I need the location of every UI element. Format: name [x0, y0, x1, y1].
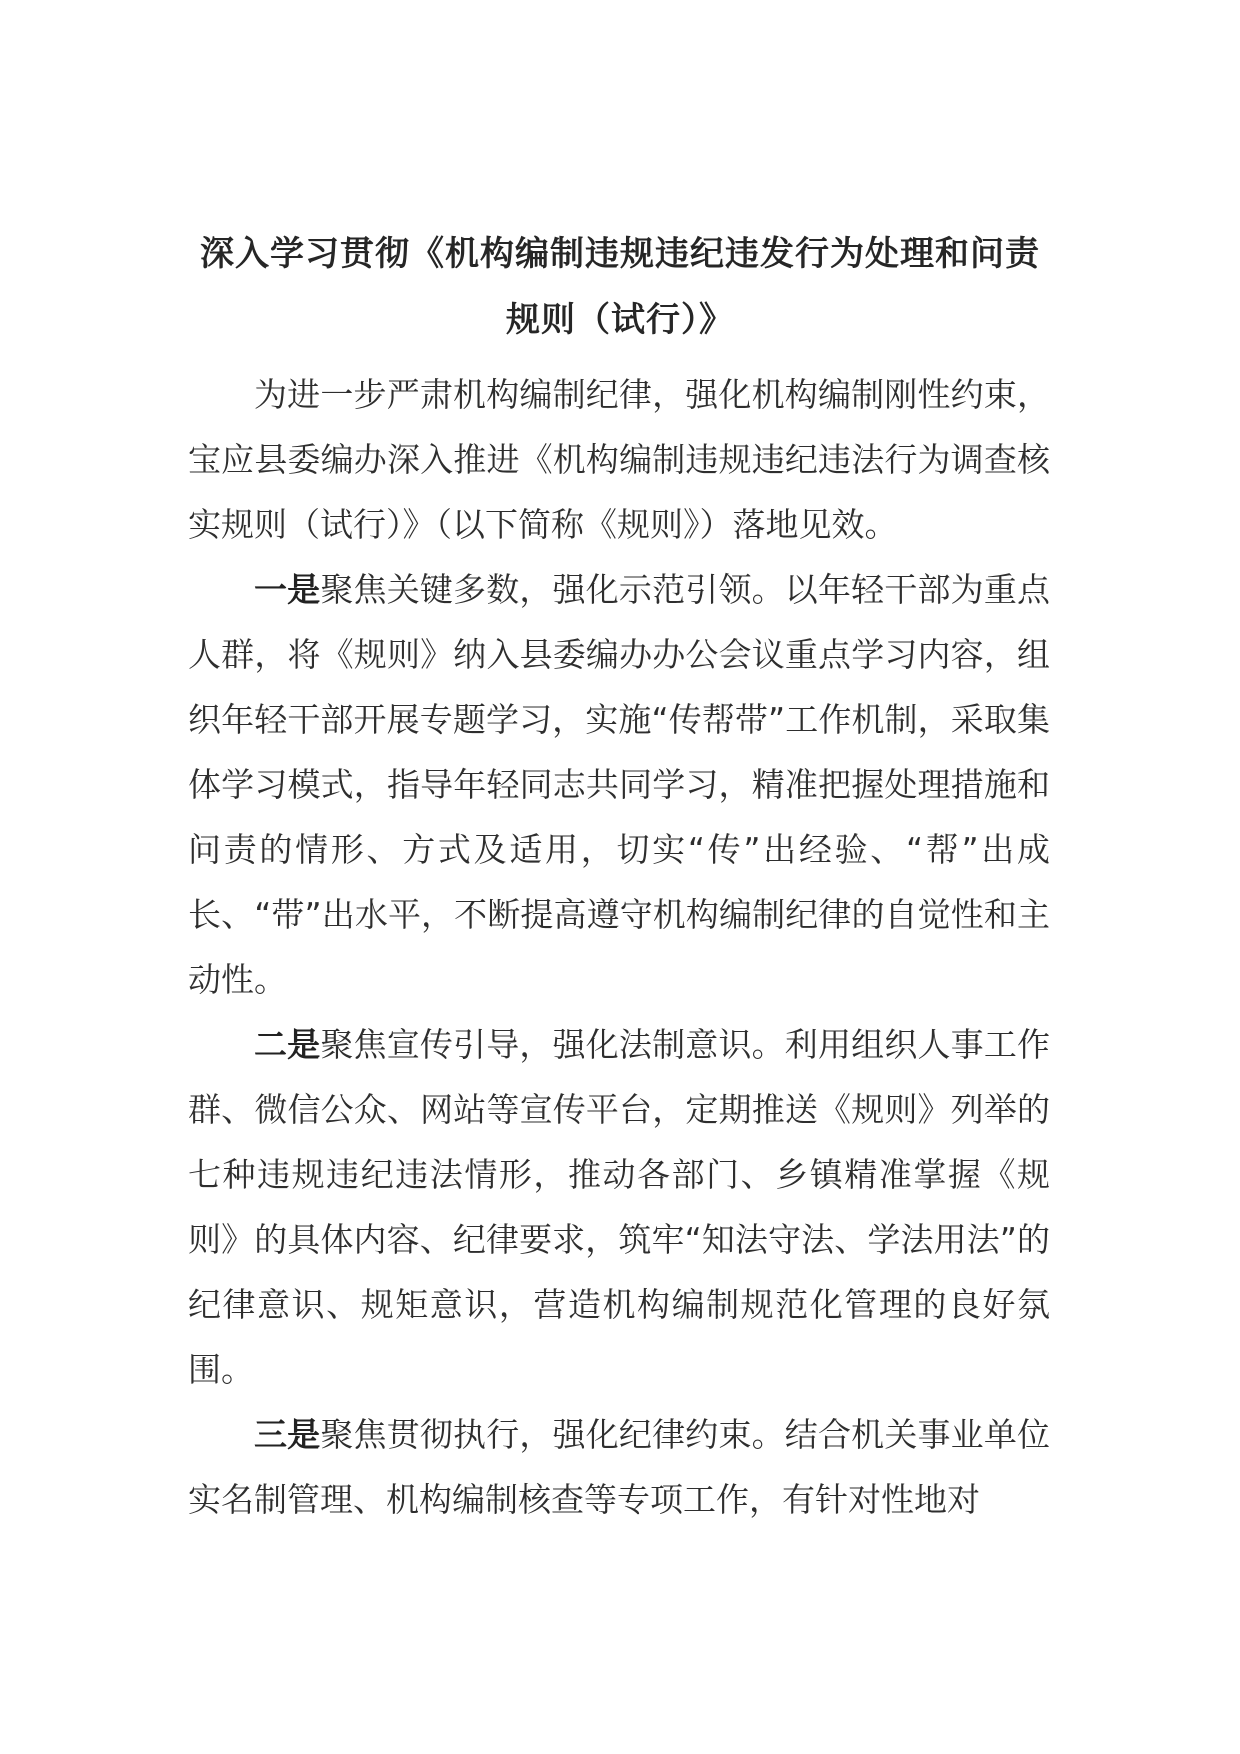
- document-title: 深入学习贯彻《机构编制违规违纪违发行为处理和问责规则（试行）》: [200, 233, 1040, 340]
- point-one-paragraph: [188, 557, 1050, 1012]
- point-one-lead: 一是: [254, 570, 321, 609]
- intro-paragraph: [188, 362, 1050, 557]
- point-two-lead: 二是: [254, 1025, 321, 1064]
- point-two-paragraph: [188, 1012, 1050, 1402]
- point-three-paragraph: [188, 1402, 1050, 1532]
- point-one-text: 聚焦关键多数，强化示范引领。以年轻干部为重点人群，将《规则》纳入县委编办办公会议重点学习内容，组织年轻干部开展专题学习，实施“传帮带”工作机制，采取集体学习模式，指导年轻同志共同学习，精准把握处理措施和问责的情形、方式及适用，切实“传”出经验、“帮”出成长、“带”出水平，不断提高遵守机构编制纪律的自觉性和主动性。: [188, 570, 1051, 999]
- point-three-lead: 三是: [254, 1415, 321, 1454]
- document-body: [188, 362, 1050, 1532]
- intro-paragraph-text: 为进一步严肃机构编制纪律，强化机构编制刚性约束，宝应县委编办深入推进《机构编制违规违纪违法行为调查核实规则（试行）》（以下简称《规则》）落地见效。: [188, 375, 1050, 544]
- point-two-text: 聚焦宣传引导，强化法制意识。利用组织人事工作群、微信公众、网站等宣传平台，定期推送《规则》列举的七种违规违纪违法情形，推动各部门、乡镇精准掌握《规则》的具体内容、纪律要求，筑牢“知法守法、学法用法”的纪律意识、规矩意识，营造机构编制规范化管理的良好氛围。: [188, 1025, 1051, 1389]
- point-three-text: 聚焦贯彻执行，强化纪律约束。结合机关事业单位实名制管理、机构编制核查等专项工作，有针对性地对: [188, 1415, 1051, 1519]
